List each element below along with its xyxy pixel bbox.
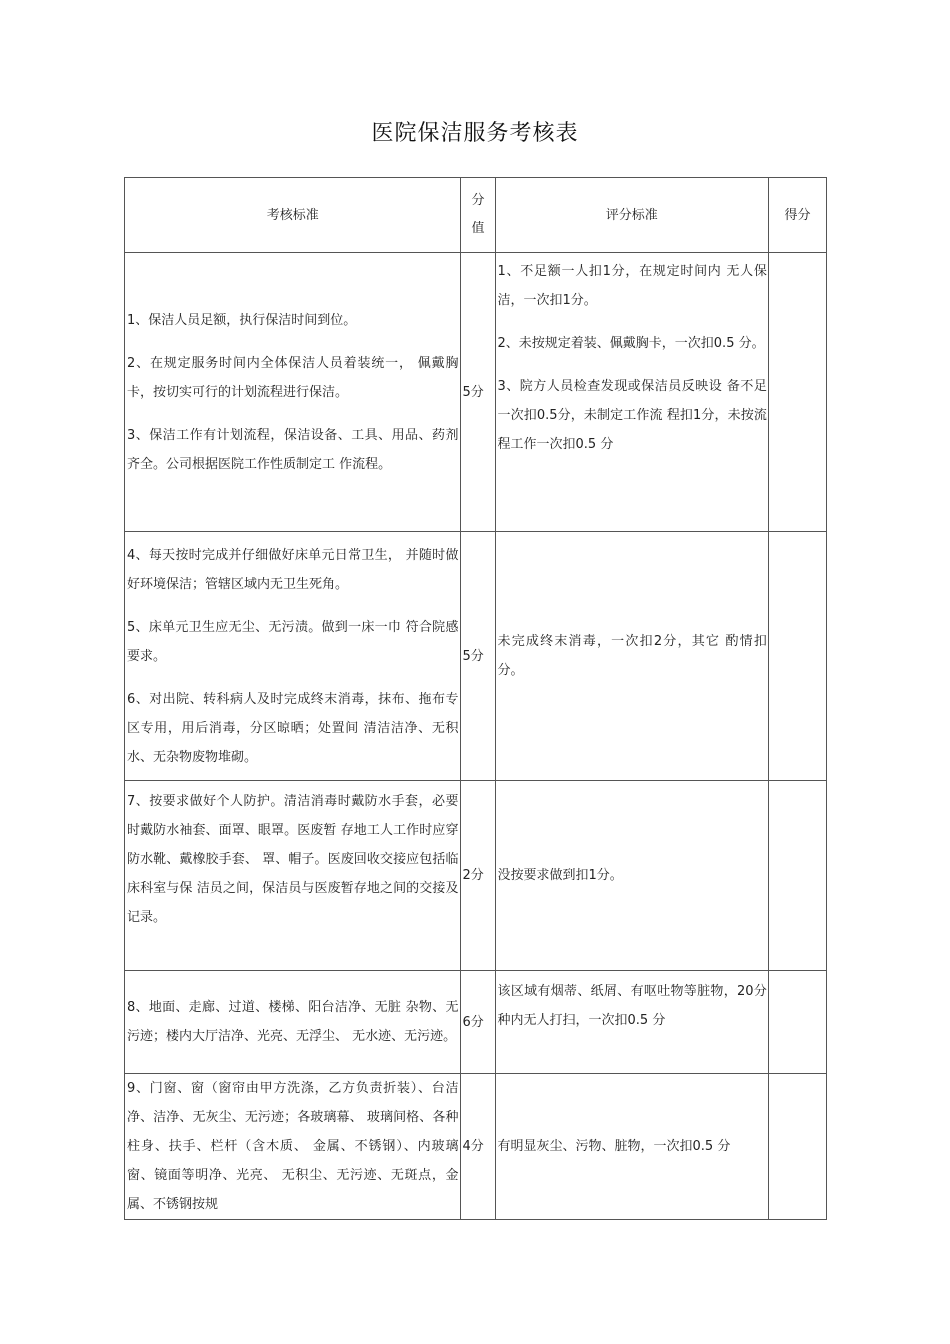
table-row — [125, 971, 827, 1074]
criteria-cell — [125, 253, 461, 532]
table-row — [125, 781, 827, 971]
header-score-line1: 分 — [471, 193, 485, 208]
criteria-item: 2、在规定服务时间内全体保洁人员着装统一， 佩戴胸卡，按切实可行的计划流程进行保洁。 — [127, 355, 459, 400]
rule-item: 该区域有烟蒂、纸屑、有呕吐物等脏物，20分种内无人打扫，一次扣0.5 分 — [497, 984, 767, 1028]
table-header-row — [125, 178, 827, 253]
rule-item: 没按要求做到扣1分。 — [497, 868, 623, 883]
rule-item: 1、不足额一人扣1分，在规定时间内 无人保洁，一次扣1分。 — [497, 264, 767, 308]
criteria-item: 4、每天按时完成并仔细做好床单元日常卫生， 并随时做好环境保洁；管辖区域内无卫生死角。 — [127, 547, 459, 592]
score-cell: 5分 — [461, 253, 495, 532]
criteria-item: 9、门窗、窗（窗帘由甲方洗涤，乙方负责折装）、台洁净、洁净、无灰尘、无污迹；各玻璃幕、 玻璃间格、各种柱身、扶手、栏杆（含木质、 金属、不锈钢）、内玻璃窗、镜面等明净、光亮、 无积尘、无污迹、无斑点，金属、不锈钢按规 — [127, 1081, 459, 1212]
criteria-cell — [125, 781, 461, 971]
rule-item: 未完成终末消毒，一次扣2分，其它 酌情扣分。 — [497, 634, 767, 678]
criteria-cell — [125, 1074, 461, 1220]
score-cell: 2分 — [461, 781, 495, 971]
rule-item: 有明显灰尘、污物、脏物，一次扣0.5 分 — [497, 1139, 731, 1154]
table-row — [125, 1074, 827, 1220]
rule-item: 2、未按规定着装、佩戴胸卡，一次扣0.5 分。 — [497, 336, 765, 351]
header-rule: 评分标准 — [495, 178, 768, 253]
score-cell: 4分 — [461, 1074, 495, 1220]
rule-item: 3、院方人员检查发现或保洁员反映设 备不足一次扣0.5分，未制定工作流 程扣1分，未按流程工作一次扣0.5 分 — [497, 379, 767, 452]
criteria-item: 1、保洁人员足额，执行保洁时间到位。 — [127, 312, 357, 328]
criteria-item: 7、按要求做好个人防护。清洁消毒时戴防水手套，必要时戴防水袖套、面罩、眼罩。医废暂 存地工人工作时应穿防水靴、戴橡胶手套、 罩、帽子。医废回收交接应包括临床科室与保 洁员之间，保洁员与医废暂存地之间的交接及 记录。 — [127, 794, 459, 925]
criteria-item: 3、保洁工作有计划流程，保洁设备、工具、用品、药剂齐全。公司根据医院工作性质制定工 作流程。 — [127, 427, 459, 472]
rule-cell — [495, 253, 768, 532]
got-cell — [768, 1074, 826, 1220]
criteria-item: 6、对出院、转科病人及时完成终末消毒，抹布、拖布专区专用，用后消毒，分区晾晒；处置间 清洁洁净、无积水、无杂物废物堆砌。 — [127, 691, 459, 765]
rule-cell — [495, 971, 768, 1074]
score-cell: 6分 — [461, 971, 495, 1074]
header-got: 得分 — [768, 178, 826, 253]
page-title: 医院保洁服务考核表 — [371, 121, 579, 146]
table-row — [125, 253, 827, 532]
criteria-item: 8、地面、走廊、过道、楼梯、阳台洁净、无脏 杂物、无污迹；楼内大厅洁净、光亮、无浮尘、 无水迹、无污迹。 — [127, 1000, 459, 1044]
score-cell: 5分 — [461, 532, 495, 781]
got-cell — [768, 781, 826, 971]
header-score — [461, 178, 495, 253]
criteria-item: 5、床单元卫生应无尘、无污渍。做到一床一巾 符合院感要求。 — [127, 619, 459, 664]
criteria-cell — [125, 971, 461, 1074]
rule-cell — [495, 532, 768, 781]
got-cell — [768, 253, 826, 532]
header-score-line2: 值 — [471, 221, 485, 236]
criteria-cell — [125, 532, 461, 781]
rule-cell — [495, 1074, 768, 1220]
header-criteria: 考核标准 — [125, 178, 461, 253]
rule-cell — [495, 781, 768, 971]
got-cell — [768, 971, 826, 1074]
table-row — [125, 532, 827, 781]
assessment-table — [124, 177, 827, 1220]
got-cell — [768, 532, 826, 781]
